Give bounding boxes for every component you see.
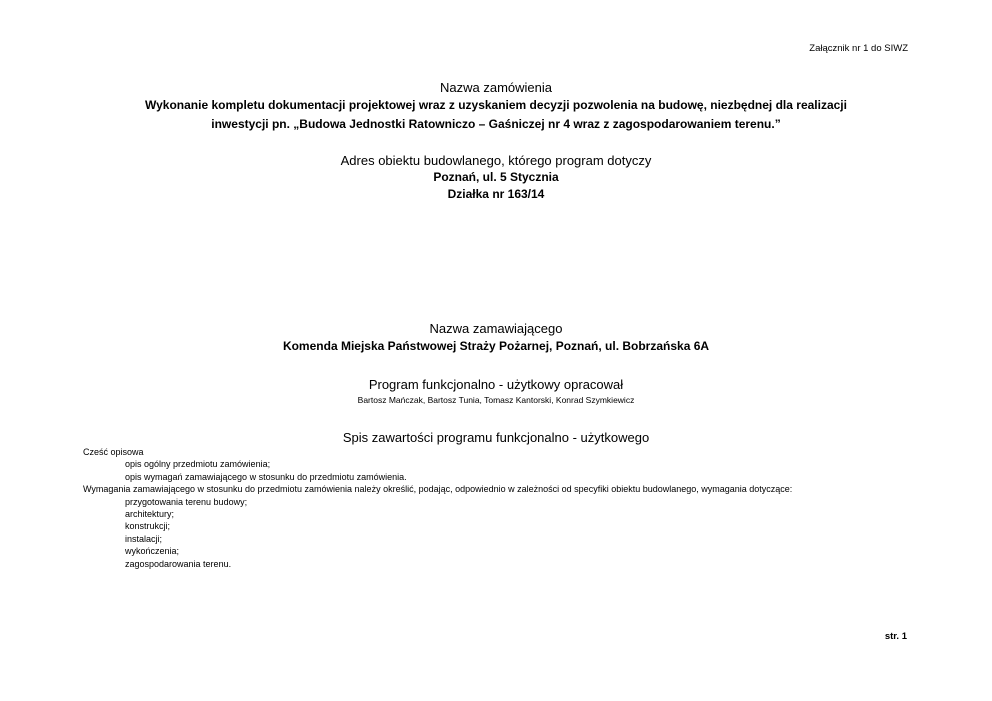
contents-title: Spis zawartości programu funkcjonalno - użytkowego xyxy=(342,430,650,445)
page-number: str. 1 xyxy=(884,631,907,642)
program-section xyxy=(0,377,992,407)
section-heading: Wymagania zamawiającego w stosunku do przedmiotu zamówienia należy określić, podając, odpowiednio w zależności od specyfiki obiektu budowlanego, wymagania dotyczące: xyxy=(83,484,793,495)
purchaser-name: Komenda Miejska Państwowej Straży Pożarnej, Poznań, ul. Bobrzańska 6A xyxy=(282,339,710,353)
list-item: architektury; xyxy=(125,509,175,520)
annex-label: Załącznik nr 1 do SIWZ xyxy=(809,43,908,54)
list-item: przygotowania terenu budowy; xyxy=(125,496,248,507)
order-title-line-2: inwestycji pn. „Budowa Jednostki Ratowniczo – Gaśniczej nr 4 wraz z zagospodarowaniem terenu.” xyxy=(211,117,781,131)
list-item: instalacji; xyxy=(125,533,163,544)
address-label: Adres obiektu budowlanego, którego program dotyczy xyxy=(340,153,652,168)
list-item: wykończenia; xyxy=(125,546,180,557)
program-authors: Bartosz Mańczak, Bartosz Tunia, Tomasz Kantorski, Konrad Szymkiewicz xyxy=(357,395,635,405)
purchaser-label: Nazwa zamawiającego xyxy=(429,321,563,336)
list-item: opis ogólny przedmiotu zamówienia; xyxy=(125,459,271,470)
address-street: Poznań, ul. 5 Stycznia xyxy=(433,170,559,184)
list-item: zagospodarowania terenu. xyxy=(125,558,232,569)
purchaser-section xyxy=(0,321,992,356)
section-heading: Cześć opisowa xyxy=(83,447,144,457)
list-item: konstrukcji; xyxy=(125,521,171,532)
address-plot: Działka nr 163/14 xyxy=(447,187,545,201)
contents-list xyxy=(83,446,913,570)
address-section xyxy=(0,153,992,203)
order-title-line-1: Wykonanie kompletu dokumentacji projektowej wraz z uzyskaniem decyzji pozwolenia na budowę, niezbędnej dla realizacji xyxy=(145,98,847,112)
program-label: Program funkcjonalno - użytkowy opracował xyxy=(368,377,624,392)
order-label: Nazwa zamówienia xyxy=(440,80,552,95)
order-section xyxy=(0,80,992,134)
list-item: opis wymagań zamawiającego w stosunku do przedmiotu zamówienia. xyxy=(125,471,407,482)
